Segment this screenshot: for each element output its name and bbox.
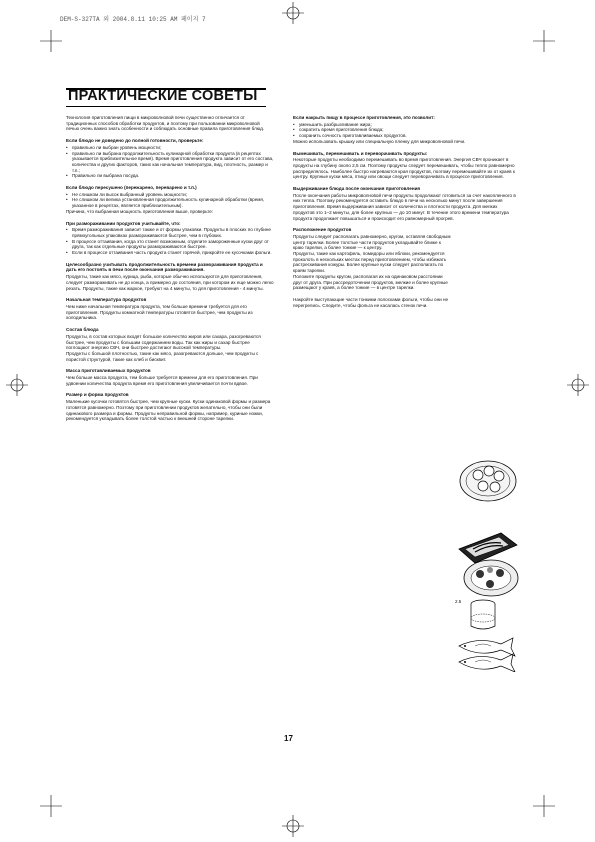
paragraph: Накройте выступающие части тонкими полосками фольги, чтобы они не перегрелись. Следите, чтобы фольга не касалась стенок печи.	[293, 296, 449, 308]
bullet-item: • сократить время приготовления блюда;	[299, 127, 517, 133]
crop-mark-left	[6, 374, 28, 396]
section	[293, 115, 517, 145]
plate-of-round-foods-illustration	[458, 455, 518, 503]
dimension-label: 2.5	[455, 599, 462, 604]
section	[66, 368, 274, 386]
bullet-item: • правильно ли выбран уровень мощности;	[72, 145, 274, 151]
corner-mark-bottom-left	[40, 795, 62, 817]
section-heading: Начальная температура продуктов	[66, 297, 147, 303]
section-heading: Размер и форма продуктов	[66, 392, 129, 398]
crop-mark-top-left	[282, 2, 304, 24]
section	[66, 392, 274, 422]
paragraph: Причина, что выбранная мощность приготовления выше, проверьте:	[66, 208, 214, 214]
section	[66, 262, 274, 292]
section	[66, 185, 274, 215]
bullet-list	[66, 227, 274, 256]
two-fish-illustration	[455, 636, 521, 672]
paragraph: Некоторые продукты необходимо перемешивать во время приготовления. Энергия СВЧ проникает в продукты на глубину около 2,5 см. Поэтому продукты следует перемешивать, чтобы тепло равномерно распределялось. Наиболее быстро нагреваются края продуктов, поэтому перемешивайте их от краев к центру. Крупные куски мяса, птицу или овощи следует переворачивать в процессе приготовления.	[293, 157, 515, 180]
paragraph: Можно использовать крышку или специальную пленку для микроволновой печи.	[293, 138, 466, 144]
section-heading: Целесообразно учитывать продолжительность времени размораживания продукта и дать его постоять в печи после окончания размораживания.	[66, 261, 263, 273]
crop-mark-right	[567, 374, 589, 396]
paragraph: Продукты с большой плотностью, такие как мясо, разогреваются дольше, чем продукты с пористой структурой, такие как хлеб и бисквит.	[66, 350, 259, 362]
corner-mark-bottom-right	[533, 795, 555, 817]
left-column	[66, 115, 274, 428]
measuring-cup-illustration	[466, 596, 500, 634]
section-heading: Если блюдо пересушено (пережарено, переварено и т.п.)	[66, 185, 197, 191]
bullet-list	[66, 192, 274, 209]
section-heading: Состав блюда	[66, 327, 99, 333]
corner-mark-top-right	[533, 30, 555, 52]
section	[66, 115, 274, 132]
bullet-item: • Время размораживания зависит также и от формы упаковки. Продукты в плоских по глубине прямоугольных упаковках размораживаются быстрее, чем в глубоких.	[72, 227, 274, 238]
paragraph: Продукты следует располагать равномерно, кругом, оставляя свободным центр тарелки. Более толстые части продуктов укладывайте ближе к краю тарелки, а более тонкие — к центру.	[293, 233, 451, 251]
paragraph: Технология приготовления пищи в микроволновой печи существенно отличается от традиционных способов обработки продуктов, и поэтому при пользовании микроволновой печью очень важно знать особенности и соблюдать основные правила приготовления блюд.	[66, 115, 265, 132]
paragraph: Маленькие кусочки готовятся быстрее, чем крупные куски. Куски одинаковой формы и размера готовятся равномерно. Поэтому при приготовлении продуктов желательно, чтобы они были одинакового размера и формы. Продукты неправильной формы, например, куриные ножки, рекомендуется укладывать более толстой частью к внешней стороне тарелки.	[66, 399, 271, 422]
section-heading: Вымешивать, перемешивать и переворачивать продукты:	[293, 150, 428, 156]
bullet-item: • уменьшить разбрызгивание жира;	[299, 122, 517, 128]
corner-mark-top-left	[40, 30, 62, 52]
section-heading: Если накрыть пищу в процессе приготовления, это позволит:	[293, 115, 435, 120]
paragraph: Чем ниже начальная температура продукта, тем больше времени требуется для его приготовления. Продукты комнатной температуры готовятся быстрее, чем продукты из холодильника.	[66, 303, 253, 321]
bullet-item: • Не слишком ли велика установленная продолжительность кулинарной обработки (время, указанное в рецептах, является приблизительным).	[72, 197, 274, 208]
paragraph: Положите продукты кругом, располагая их на одинаковом расстоянии друг от друга. При рассредоточении продуктов, мелкие и более крупные размещают у краев, а более тонкие — в центре тарелки.	[293, 273, 448, 291]
section	[293, 151, 517, 181]
right-column	[293, 115, 517, 314]
page-title: ПРАКТИЧЕСКИЕ СОВЕТЫ	[68, 88, 258, 104]
section	[66, 327, 274, 362]
bullet-item: • сохранить сочность приготавливаемых продуктов.	[299, 133, 517, 139]
bullet-item: • правильно ли выбрана продолжительность кулинарной обработки продукта (в рецептах указывается приблизительное время). Время приготовления продукта зависит от его состава, количества и других факторов, таких как начальная температура, вид, плотность, размер и т.п.;	[72, 151, 274, 174]
paragraph: Чем больше масса продукта, тем больше требуется времени для его приготовления. При удвоении количества продукта время его приготовления увеличивается почти вдвое.	[66, 375, 258, 386]
plate-with-vegetables-illustration	[462, 554, 520, 598]
bullet-item: • В процессе оттаивания, когда это станет возможным, отделите замороженные куски друг от друга, так как отдельные продукты размораживаются быстрее.	[72, 239, 274, 250]
running-head: DEM-S-327TA 외 2004.8.11 10:25 AM 페이지 7	[60, 16, 206, 23]
section	[293, 297, 451, 308]
bullet-item: • Если в процессе оттаивания часть продукта станет горячей, прикройте ее кусочками фольги.	[72, 250, 274, 256]
section	[66, 138, 274, 179]
section	[66, 297, 274, 321]
bullet-list	[66, 145, 274, 179]
paragraph: Продукты, такие как мясо, курица, рыба, которые обычно используются для приготовления, следует размораживать не до конца, а примерно до состояния, при котором их еще можно легко резать. Продукты, такие как жаркое, требуют на 4 минуты, то для приготовления - 4 минуты.	[66, 274, 274, 291]
section	[66, 221, 274, 256]
section-heading: При размораживании продуктов учитывайте, что:	[66, 220, 181, 226]
section-heading: Расположение продуктов	[293, 227, 352, 233]
section-heading: Масса приготавливаемых продуктов	[66, 368, 151, 374]
page-number: 17	[284, 734, 293, 743]
bullet-list	[293, 122, 517, 139]
section-heading: Если блюдо не доведено до полной готовности, проверьте:	[66, 138, 204, 144]
paragraph: Продукты, такие как картофель, помидоры или яблоки, рекомендуется проколоть в нескольких местах перед приготовлением, чтобы избежать растрескивания кожуры. Более крупные куски следует располагать по краям тарелки.	[293, 251, 447, 274]
crop-mark-bottom	[282, 815, 304, 837]
paragraph: После окончания работы микроволновой печи продукты продолжают готовиться за счет накопленного в них тепла. Поэтому рекомендуется оставить блюдо в печи на несколько минут после завершения приготовления. Время выдерживания зависит от количества и плотности продукта. Для мелких продуктов это 1–2 минуты, для более крупных — до 10 минут. В течение этого времени температура продукта продолжает повышаться и происходит его равномерный прогрев.	[293, 192, 516, 221]
bullet-item: • Не слишком ли высок выбранный уровень мощности;	[72, 192, 274, 198]
section-heading: Выдерживание блюда после окончания приготовления	[293, 186, 421, 192]
paragraph: Продукты, в состав которых входят большое количество жиров или сахара, разогреваются быстрее, чем продукты с большим содержанием воды. Так как жиры и сахар быстрее поглощают энергию СВЧ, они быстрее достигают высокой температуры.	[66, 333, 261, 351]
bullet-item: • Правильно ли выбрана посуда.	[72, 173, 274, 179]
section	[293, 227, 451, 291]
section	[293, 186, 517, 221]
